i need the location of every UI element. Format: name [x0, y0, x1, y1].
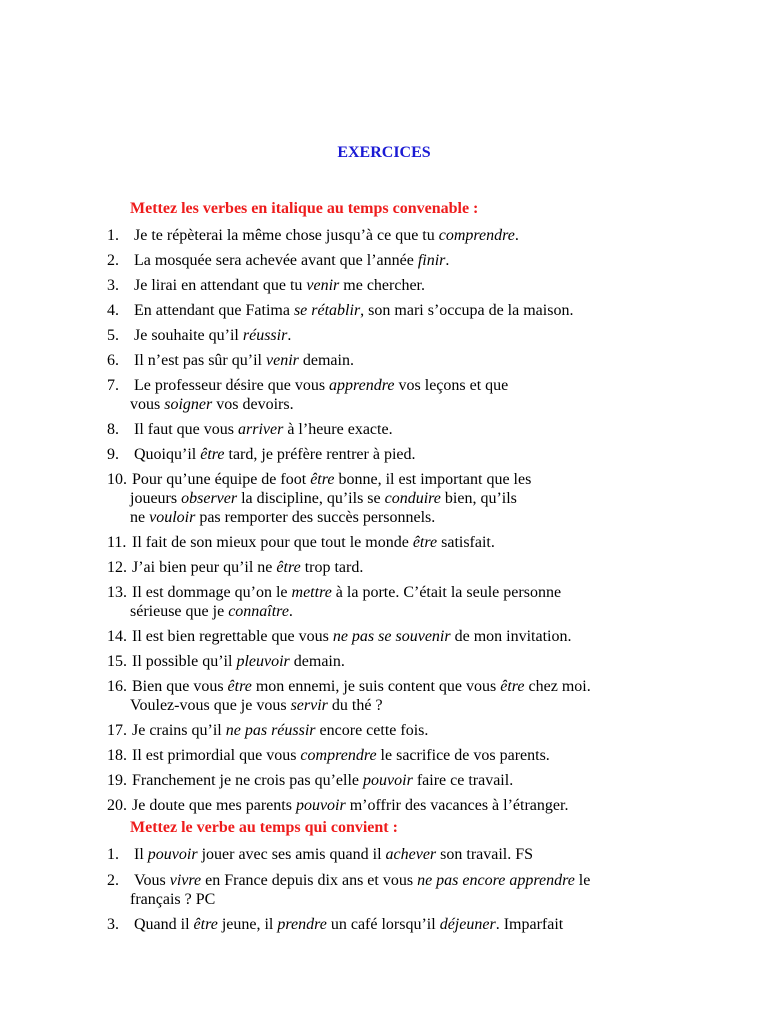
- item-line: [107, 326, 667, 345]
- item-text: Il n’est pas sûr qu’il: [134, 352, 266, 369]
- item-line: [107, 470, 667, 489]
- item-number: 4.: [107, 302, 119, 319]
- exercise-1-item-14: [107, 627, 667, 646]
- item-line: [107, 251, 667, 270]
- item-line: [107, 890, 667, 909]
- item-number: 12.: [107, 559, 127, 576]
- page-title: EXERCICES: [337, 144, 431, 161]
- verb-italic: être: [412, 534, 438, 551]
- item-text: jouer avec ses amis quand il: [197, 846, 386, 863]
- verb-italic: être: [500, 678, 525, 695]
- item-line: [107, 533, 667, 552]
- item-text: Pour qu’une équipe de foot: [132, 471, 311, 488]
- exercise-1-item-7: [107, 376, 667, 414]
- item-line: [107, 276, 667, 295]
- item-text: trop tard.: [300, 559, 364, 576]
- item-text: mon ennemi, je suis content que vous: [251, 678, 501, 695]
- exercise-1-item-6: [107, 351, 667, 370]
- item-text: En attendant que Fatima: [134, 302, 294, 319]
- verb-italic: mettre: [291, 584, 332, 601]
- verb-italic: se rétablir: [293, 302, 361, 319]
- item-number: 18.: [107, 747, 127, 764]
- exercise-1-item-4: [107, 301, 667, 320]
- item-text: vos leçons et que: [394, 377, 509, 394]
- item-text: encore cette fois.: [315, 722, 429, 739]
- verb-italic: être: [310, 471, 335, 488]
- item-text: français ? PC: [130, 891, 216, 908]
- item-number: 19.: [107, 772, 127, 789]
- item-text: demain.: [289, 653, 345, 670]
- item-text: le: [574, 872, 591, 889]
- exercise-1-item-1: [107, 226, 667, 245]
- verb-italic: comprendre: [300, 747, 377, 764]
- exercise-1-item-13: [107, 583, 667, 621]
- verb-italic: être: [276, 559, 301, 576]
- item-number: 2.: [107, 252, 119, 269]
- item-text: me chercher.: [339, 277, 425, 294]
- item-text: Je lirai en attendant que tu: [134, 277, 307, 294]
- exercise-1-item-17: [107, 721, 667, 740]
- item-text: ne: [130, 509, 150, 526]
- verb-italic: comprendre: [438, 227, 515, 244]
- verb-italic: observer: [181, 490, 238, 507]
- item-text: demain.: [298, 352, 354, 369]
- item-text: du thé ?: [327, 697, 383, 714]
- item-line: [107, 351, 667, 370]
- item-text: à la porte. C’était la seule personne: [331, 584, 562, 601]
- item-text: en France depuis dix ans et vous: [201, 872, 418, 889]
- item-text: un café lorsqu’il: [326, 916, 440, 933]
- item-text: de mon invitation.: [450, 628, 572, 645]
- exercise-2-item-3: [107, 915, 667, 934]
- item-text: la discipline, qu’ils se: [237, 490, 385, 507]
- item-text: .: [445, 252, 450, 269]
- verb-italic: connaître: [228, 603, 289, 620]
- verb-italic: conduire: [384, 490, 441, 507]
- item-text: satisfait.: [437, 534, 495, 551]
- item-text: Franchement je ne crois pas qu’elle: [132, 772, 364, 789]
- item-text: Il possible qu’il: [132, 653, 237, 670]
- item-line: [107, 721, 667, 740]
- verb-italic: pouvoir: [363, 772, 413, 789]
- exercise-1-item-19: [107, 771, 667, 790]
- verb-italic: soigner: [164, 396, 213, 413]
- item-number: 8.: [107, 421, 119, 438]
- item-line: [107, 508, 667, 527]
- item-line: [107, 558, 667, 577]
- item-line: [107, 677, 667, 696]
- verb-italic: être: [200, 446, 225, 463]
- item-text: le sacrifice de vos parents.: [376, 747, 550, 764]
- item-number: 3.: [107, 916, 119, 933]
- verb-italic: apprendre: [329, 377, 395, 394]
- item-text: Le professeur désire que vous: [134, 377, 330, 394]
- verb-italic: servir: [290, 697, 328, 714]
- item-text: joueurs: [130, 490, 182, 507]
- item-number: 20.: [107, 797, 127, 814]
- item-line: [107, 583, 667, 602]
- item-line: [107, 915, 667, 934]
- exercise-1-item-11: [107, 533, 667, 552]
- item-number: 5.: [107, 327, 119, 344]
- verb-italic: prendre: [277, 916, 327, 933]
- exercise-1-item-10: [107, 470, 667, 527]
- item-line: [107, 376, 667, 395]
- item-text: .: [288, 603, 293, 620]
- item-number: 6.: [107, 352, 119, 369]
- exercise-1-item-12: [107, 558, 667, 577]
- item-number: 10.: [107, 471, 127, 488]
- verb-italic: réussir: [242, 327, 288, 344]
- verb-italic: ne pas réussir: [225, 722, 316, 739]
- item-line: [107, 420, 667, 439]
- item-number: 11.: [107, 534, 127, 551]
- item-line: [107, 301, 667, 320]
- item-text: J’ai bien peur qu’il ne: [132, 559, 277, 576]
- verb-italic: achever: [385, 846, 437, 863]
- item-text: Il est dommage qu’on le: [132, 584, 292, 601]
- item-line: [107, 627, 667, 646]
- exercise-1-item-18: [107, 746, 667, 765]
- section-2-heading: Mettez le verbe au temps qui convient :: [130, 819, 398, 836]
- exercise-1-item-5: [107, 326, 667, 345]
- verb-italic: ne pas encore apprendre: [417, 872, 575, 889]
- item-text: bonne, il est important que les: [334, 471, 532, 488]
- exercise-1-item-16: [107, 677, 667, 715]
- item-text: m’offrir des vacances à l’étranger.: [345, 797, 569, 814]
- item-text: jeune, il: [217, 916, 278, 933]
- verb-italic: arriver: [237, 421, 284, 438]
- item-text: Voulez-vous que je vous: [130, 697, 291, 714]
- item-line: [107, 871, 667, 890]
- item-text: bien, qu’ils: [440, 490, 517, 507]
- item-text: Vous: [134, 872, 170, 889]
- item-number: 2.: [107, 872, 119, 889]
- item-text: Il: [134, 846, 148, 863]
- item-line: [107, 226, 667, 245]
- item-number: 16.: [107, 678, 127, 695]
- item-number: 17.: [107, 722, 127, 739]
- verb-italic: vouloir: [149, 509, 196, 526]
- item-line: [107, 746, 667, 765]
- section-1-heading: Mettez les verbes en italique au temps convenable :: [130, 200, 479, 217]
- item-text: Il est primordial que vous: [132, 747, 301, 764]
- exercise-2-item-1: [107, 845, 667, 864]
- verb-italic: vivre: [169, 872, 202, 889]
- item-text: faire ce travail.: [412, 772, 514, 789]
- item-line: [107, 652, 667, 671]
- verb-italic: pouvoir: [295, 797, 346, 814]
- item-text: vous: [130, 396, 165, 413]
- item-line: [107, 845, 667, 864]
- item-text: Je crains qu’il: [132, 722, 226, 739]
- item-text: Il est bien regrettable que vous: [132, 628, 333, 645]
- verb-italic: être: [227, 678, 252, 695]
- item-number: 1.: [107, 227, 119, 244]
- exercise-1-item-3: [107, 276, 667, 295]
- verb-italic: venir: [306, 277, 340, 294]
- item-line: [107, 602, 667, 621]
- item-text: .: [514, 227, 519, 244]
- item-number: 1.: [107, 846, 119, 863]
- item-line: [107, 796, 667, 815]
- verb-italic: finir: [417, 252, 446, 269]
- item-number: 7.: [107, 377, 119, 394]
- item-line: [107, 771, 667, 790]
- item-text: Je souhaite qu’il: [134, 327, 243, 344]
- item-number: 9.: [107, 446, 119, 463]
- item-text: sérieuse que je: [130, 603, 229, 620]
- item-line: [107, 445, 667, 464]
- item-text: Quoiqu’il: [134, 446, 201, 463]
- item-line: [107, 489, 667, 508]
- item-text: . Imparfait: [495, 916, 564, 933]
- item-text: , son mari s’occupa de la maison.: [360, 302, 574, 319]
- item-line: [107, 696, 667, 715]
- item-text: vos devoirs.: [212, 396, 294, 413]
- verb-italic: déjeuner: [439, 916, 496, 933]
- verb-italic: ne pas se souvenir: [332, 628, 451, 645]
- item-text: à l’heure exacte.: [283, 421, 393, 438]
- item-text: tard, je préfère rentrer à pied.: [224, 446, 416, 463]
- item-text: La mosquée sera achevée avant que l’année: [134, 252, 418, 269]
- exercise-1-item-9: [107, 445, 667, 464]
- item-number: 13.: [107, 584, 127, 601]
- item-text: Quand il: [134, 916, 194, 933]
- exercise-1-item-15: [107, 652, 667, 671]
- item-text: chez moi.: [524, 678, 591, 695]
- item-number: 14.: [107, 628, 127, 645]
- verb-italic: venir: [265, 352, 299, 369]
- exercise-1-item-8: [107, 420, 667, 439]
- exercise-2-item-2: [107, 871, 667, 909]
- item-number: 15.: [107, 653, 127, 670]
- item-number: 3.: [107, 277, 119, 294]
- exercise-1-item-2: [107, 251, 667, 270]
- verb-italic: être: [193, 916, 218, 933]
- item-text: Je te répèterai la même chose jusqu’à ce que tu: [134, 227, 439, 244]
- item-line: [107, 395, 667, 414]
- item-text: son travail. FS: [436, 846, 534, 863]
- item-text: Il faut que vous: [134, 421, 238, 438]
- verb-italic: pleuvoir: [236, 653, 290, 670]
- item-text: Bien que vous: [132, 678, 228, 695]
- item-text: Je doute que mes parents: [132, 797, 296, 814]
- item-text: pas remporter des succès personnels.: [195, 509, 436, 526]
- item-text: .: [287, 327, 292, 344]
- exercise-1-item-20: [107, 796, 667, 815]
- item-text: Il fait de son mieux pour que tout le monde: [132, 534, 413, 551]
- verb-italic: pouvoir: [147, 846, 198, 863]
